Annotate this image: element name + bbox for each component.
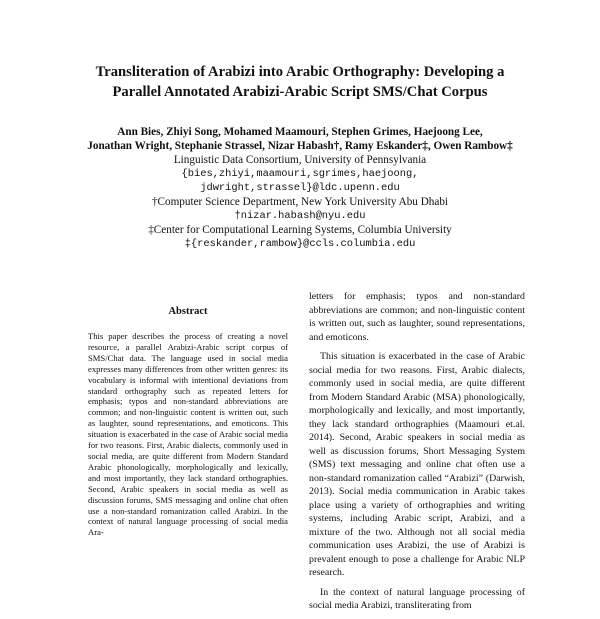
- affiliation-ldc: Linguistic Data Consortium, University of Pennsylvania: [173, 154, 427, 166]
- paper-title: [60, 62, 540, 102]
- body-paragraph-3: In the context of natural language processing of social media Arabizi, transliterating from: [309, 586, 525, 611]
- affiliation-columbia: ‡Center for Computational Learning Systems, Columbia University: [148, 224, 452, 236]
- title-line-1: Transliteration of Arabizi into Arabic Orthography: Developing a: [95, 64, 505, 80]
- authors-line-1: Ann Bies, Zhiyi Song, Mohamed Maamouri, Stephen Grimes, Haejoong Lee,: [117, 126, 483, 138]
- body-paragraph-1: letters for emphasis; typos and non-standard abbreviations are common; and non-linguistic content is written out, such as laughter, sound representations, and emoticons.: [309, 291, 525, 343]
- authors-line-2: Jonathan Wright, Stephanie Strassel, Nizar Habash†, Ramy Eskander‡, Owen Rambow‡: [87, 140, 513, 152]
- affiliation-nyuad: †Computer Science Department, New York University Abu Dhabi: [151, 196, 449, 208]
- email-ldc-line-2: jdwright,strassel}@ldc.upenn.edu: [200, 182, 400, 194]
- email-columbia: ‡{reskander,rambow}@ccls.columbia.edu: [184, 238, 416, 250]
- email-ldc-line-1: {bies,zhiyi,maamouri,sgrimes,haejoong,: [181, 168, 419, 180]
- right-column: [309, 290, 525, 619]
- author-block: [40, 125, 560, 251]
- email-nyuad: †nizar.habash@nyu.edu: [234, 210, 366, 222]
- title-line-2: Parallel Annotated Arabizi-Arabic Script SMS/Chat Corpus: [112, 84, 488, 100]
- abstract-text: This paper describes the process of creating a novel resource, a parallel Arabizi-Arabic script corpus of SMS/Chat data. The language used in social media expresses many differences from other written genres: its vocabulary is informal with intentional deviations from standard orthography such as repeated letters for emphasis; typos and non-standard abbreviations are common; and non-linguistic content is written out, such as laughter, sound representations, and emoticons. This situation is exacerbated in the case of Arabic social media for two reasons. First, Arabic dialects, commonly used in social media, are quite different from Modern Standard Arabic phonologically, morphologically and lexically, and most importantly, they lack standard orthographies. Second, Arabic speakers in social media as well as discussion forums, SMS messaging and online chat often use a non-standard romanization called Arabizi. In the context of natural language processing of social media Ara-: [88, 331, 288, 538]
- abstract-heading: Abstract: [168, 306, 208, 317]
- body-paragraph-2: This situation is exacerbated in the case of Arabic social media for two reasons. First, Arabic dialects, commonly used in social media, are quite different from Modern Standard Arabic (MSA) phonologically, morphologically and lexically, and most importantly, they lack standard orthographies (Maamouri et.al. 2014). Second, Arabic speakers in social media as well as discussion forums, Short Messaging System (SMS) text messaging and online chat often use a non-standard romanization called “Arabizi” (Darwish, 2013). Social media communication in Arabic takes place using a variety of orthographies and writing systems, including Arabic script, Arabizi, and a mixture of the two. Although not all social media communication uses Arabizi, the use of Arabizi is prevalent enough to pose a challenge for Arabic NLP research.: [309, 351, 525, 578]
- left-column: [88, 300, 288, 542]
